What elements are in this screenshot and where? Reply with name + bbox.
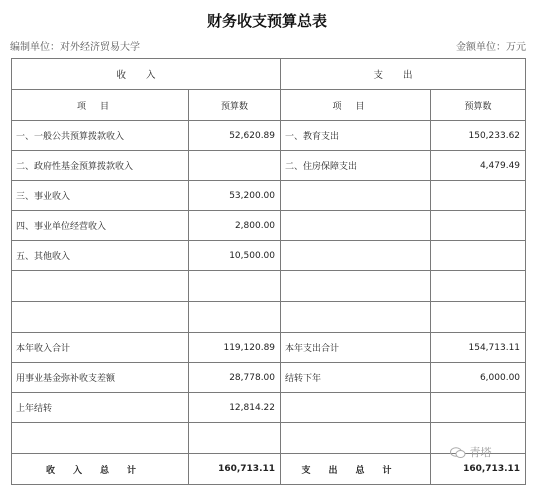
income-item: 上年结转	[12, 393, 189, 423]
income-item: 三、事业收入	[12, 181, 189, 211]
income-item-header: 项目	[12, 90, 189, 121]
amount-unit: 金额单位：万元	[456, 42, 526, 53]
income-item: 五、其他收入	[12, 241, 189, 271]
income-item: 一、一般公共预算拨款收入	[12, 121, 189, 151]
expense-item	[281, 241, 431, 271]
expense-item	[281, 211, 431, 241]
income-item: 本年收入合计	[12, 333, 189, 363]
expense-item	[281, 393, 431, 423]
expense-total-amount: 160,713.11	[431, 454, 526, 485]
income-amount: 52,620.89	[189, 121, 281, 151]
expense-amount-header: 预算数	[431, 90, 526, 121]
income-amount: 10,500.00	[189, 241, 281, 271]
expense-item: 本年支出合计	[281, 333, 431, 363]
income-item: 二、政府性基金预算拨款收入	[12, 151, 189, 181]
income-amount: 12,814.22	[189, 393, 281, 423]
expense-total-label: 支出总计	[281, 454, 431, 485]
income-amount: 119,120.89	[189, 333, 281, 363]
table-row	[12, 241, 526, 271]
summary-row	[12, 363, 526, 393]
chat-bubble-icon	[450, 447, 466, 459]
blank-row	[12, 423, 526, 454]
watermark	[450, 444, 492, 460]
income-section-label: 收入	[12, 59, 281, 90]
table-row	[12, 121, 526, 151]
income-total-label: 收入总计	[12, 454, 189, 485]
compiling-unit: 编制单位：对外经济贸易大学	[10, 42, 140, 53]
section-header-row	[12, 59, 526, 90]
income-amount: 28,778.00	[189, 363, 281, 393]
income-amount: 53,200.00	[189, 181, 281, 211]
expense-item: 二、住房保障支出	[281, 151, 431, 181]
income-amount	[189, 151, 281, 181]
watermark-text: 青塔	[469, 446, 492, 459]
blank-row	[12, 271, 526, 302]
summary-row	[12, 333, 526, 363]
expense-amount	[431, 241, 526, 271]
expense-amount: 4,479.49	[431, 151, 526, 181]
expense-item	[281, 181, 431, 211]
expense-item-header: 项目	[281, 90, 431, 121]
table-row	[12, 181, 526, 211]
income-item: 用事业基金弥补收支差额	[12, 363, 189, 393]
expense-section-label: 支出	[281, 59, 526, 90]
table-row	[12, 151, 526, 181]
income-item: 四、事业单位经营收入	[12, 211, 189, 241]
income-amount: 2,800.00	[189, 211, 281, 241]
expense-amount: 6,000.00	[431, 363, 526, 393]
income-total-amount: 160,713.11	[189, 454, 281, 485]
expense-item: 一、教育支出	[281, 121, 431, 151]
expense-amount	[431, 181, 526, 211]
page-title: 财务收支预算总表	[206, 12, 327, 30]
blank-row	[12, 302, 526, 333]
column-header-row	[12, 90, 526, 121]
expense-amount	[431, 393, 526, 423]
expense-amount: 154,713.11	[431, 333, 526, 363]
expense-item: 结转下年	[281, 363, 431, 393]
summary-row	[12, 393, 526, 423]
income-amount-header: 预算数	[189, 90, 281, 121]
budget-table	[11, 58, 526, 485]
expense-amount	[431, 211, 526, 241]
expense-amount: 150,233.62	[431, 121, 526, 151]
table-row	[12, 211, 526, 241]
